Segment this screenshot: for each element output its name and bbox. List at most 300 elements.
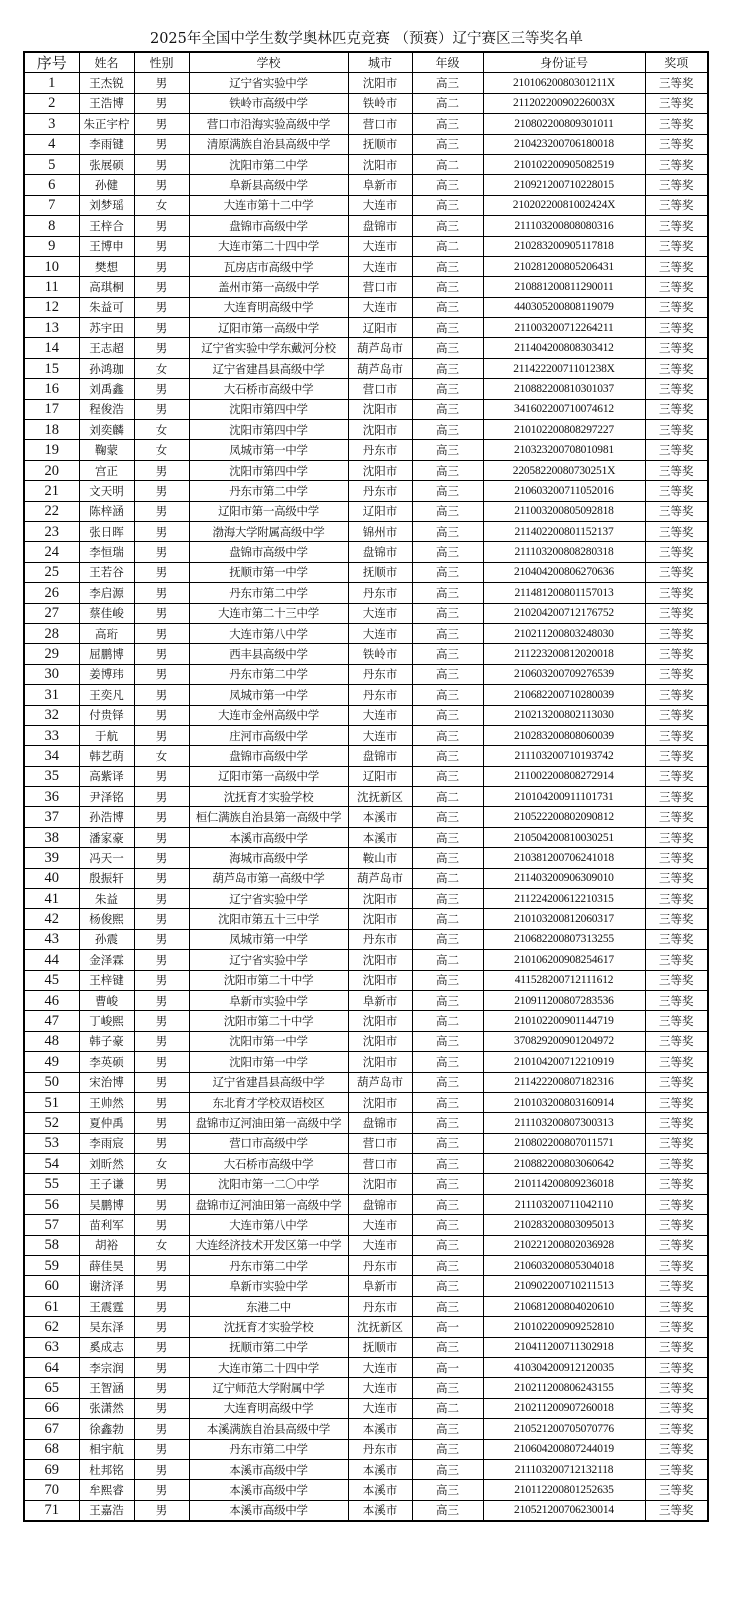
cell-name: 王杰锐 [79,73,134,93]
cell-name: 屈鹏博 [79,644,134,664]
cell-gender: 男 [134,583,189,603]
cell-gender: 男 [134,338,189,358]
cell-grade: 高三 [412,277,483,297]
cell-grade: 高三 [412,1276,483,1296]
cell-city: 丹东市 [348,1256,412,1276]
cell-city: 沈阳市 [348,460,412,480]
cell-number: 9 [24,236,79,256]
table-row [24,1378,708,1398]
cell-name: 李雨键 [79,134,134,154]
cell-gender: 男 [134,216,189,236]
cell-number: 2 [24,93,79,113]
cell-number: 69 [24,1459,79,1479]
cell-grade: 高三 [412,440,483,460]
cell-award: 三等奖 [645,236,708,256]
cell-award: 三等奖 [645,1398,708,1418]
cell-id-number: 210211200907260018 [483,1398,645,1418]
cell-city: 葫芦岛市 [348,868,412,888]
cell-name: 刘奕麟 [79,420,134,440]
table-row [24,73,708,93]
cell-grade: 高三 [412,460,483,480]
cell-school: 沈阳市第二中学 [189,154,348,174]
cell-name: 杨俊熙 [79,909,134,929]
cell-school: 丹东市第二中学 [189,583,348,603]
cell-grade: 高二 [412,1011,483,1031]
cell-name: 孙浩博 [79,807,134,827]
cell-school: 本溪满族自治县高级中学 [189,1419,348,1439]
cell-grade: 高三 [412,114,483,134]
cell-name: 尹泽铭 [79,787,134,807]
table-row [24,685,708,705]
cell-name: 苗利军 [79,1215,134,1235]
cell-number: 33 [24,725,79,745]
cell-grade: 高三 [412,1133,483,1153]
cell-school: 大连市第八中学 [189,623,348,643]
cell-number: 62 [24,1317,79,1337]
cell-number: 42 [24,909,79,929]
cell-id-number: 210281200805206431 [483,256,645,276]
cell-id-number: 211103200710193742 [483,746,645,766]
table-row [24,236,708,256]
cell-city: 沈抚新区 [348,787,412,807]
table-row [24,501,708,521]
cell-city: 锦州市 [348,521,412,541]
cell-grade: 高二 [412,787,483,807]
cell-school: 营口市高级中学 [189,1133,348,1153]
table-row [24,766,708,786]
cell-school: 辽宁省建昌县高级中学 [189,358,348,378]
cell-school: 辽宁省建昌县高级中学 [189,1072,348,1092]
table-row [24,583,708,603]
cell-id-number: 210902200710211513 [483,1276,645,1296]
cell-number: 17 [24,399,79,419]
cell-gender: 男 [134,1133,189,1153]
cell-gender: 男 [134,1296,189,1316]
header-award: 奖项 [645,52,708,73]
cell-grade: 高一 [412,1317,483,1337]
cell-gender: 女 [134,1235,189,1255]
cell-city: 大连市 [348,1398,412,1418]
cell-grade: 高三 [412,725,483,745]
table-row [24,1317,708,1337]
cell-city: 大连市 [348,236,412,256]
table-row [24,644,708,664]
header-id-number: 身份证号 [483,52,645,73]
table-row [24,481,708,501]
cell-city: 铁岭市 [348,93,412,113]
cell-name: 曹峻 [79,990,134,1010]
table-row [24,787,708,807]
cell-city: 阜新市 [348,175,412,195]
cell-award: 三等奖 [645,134,708,154]
cell-school: 盘锦市高级中学 [189,542,348,562]
cell-id-number: 210283200803095013 [483,1215,645,1235]
cell-number: 15 [24,358,79,378]
cell-grade: 高三 [412,1235,483,1255]
cell-name: 付贵铎 [79,705,134,725]
cell-award: 三等奖 [645,154,708,174]
cell-school: 丹东市第二中学 [189,1256,348,1276]
cell-grade: 高三 [412,134,483,154]
cell-school: 沈阳市第一二〇中学 [189,1174,348,1194]
cell-id-number: 211103200712132118 [483,1459,645,1479]
cell-gender: 男 [134,929,189,949]
table-row [24,195,708,215]
cell-city: 沈阳市 [348,1011,412,1031]
cell-number: 54 [24,1154,79,1174]
cell-number: 32 [24,705,79,725]
table-header-row [24,52,708,73]
cell-school: 沈抚育才实验学校 [189,1317,348,1337]
cell-id-number: 210521200705070776 [483,1419,645,1439]
cell-id-number: 210103200812060317 [483,909,645,929]
table-row [24,358,708,378]
table-row [24,93,708,113]
cell-school: 大连市第八中学 [189,1215,348,1235]
cell-grade: 高三 [412,929,483,949]
cell-id-number: 211103200711042110 [483,1194,645,1214]
cell-city: 盘锦市 [348,1194,412,1214]
cell-name: 李宗润 [79,1358,134,1378]
cell-name: 王梓合 [79,216,134,236]
cell-number: 30 [24,664,79,684]
cell-school: 辽宁省实验中学东戴河分校 [189,338,348,358]
cell-award: 三等奖 [645,440,708,460]
cell-gender: 男 [134,950,189,970]
table-row [24,970,708,990]
cell-award: 三等奖 [645,1031,708,1051]
cell-award: 三等奖 [645,725,708,745]
cell-gender: 男 [134,175,189,195]
cell-name: 张展硕 [79,154,134,174]
cell-name: 王帅然 [79,1092,134,1112]
cell-number: 49 [24,1052,79,1072]
cell-gender: 男 [134,990,189,1010]
cell-city: 铁岭市 [348,644,412,664]
header-school: 学校 [189,52,348,73]
cell-award: 三等奖 [645,848,708,868]
cell-grade: 高三 [412,1174,483,1194]
cell-name: 李恒瑞 [79,542,134,562]
cell-gender: 男 [134,501,189,521]
header-number: 序号 [24,52,79,73]
cell-city: 大连市 [348,195,412,215]
cell-school: 东港二中 [189,1296,348,1316]
cell-number: 36 [24,787,79,807]
table-row [24,827,708,847]
cell-number: 25 [24,562,79,582]
cell-id-number: 210411200711302918 [483,1337,645,1357]
cell-gender: 女 [134,358,189,378]
cell-school: 沈阳市第四中学 [189,460,348,480]
cell-name: 殷振轩 [79,868,134,888]
cell-grade: 高三 [412,175,483,195]
cell-award: 三等奖 [645,481,708,501]
cell-name: 牟熙睿 [79,1480,134,1500]
cell-gender: 男 [134,114,189,134]
cell-grade: 高三 [412,358,483,378]
cell-city: 营口市 [348,277,412,297]
cell-city: 沈阳市 [348,889,412,909]
cell-grade: 高三 [412,766,483,786]
cell-number: 6 [24,175,79,195]
cell-name: 冯天一 [79,848,134,868]
cell-city: 抚顺市 [348,1337,412,1357]
cell-number: 16 [24,379,79,399]
cell-award: 三等奖 [645,1296,708,1316]
cell-name: 樊想 [79,256,134,276]
cell-school: 大连市第二十四中学 [189,1358,348,1378]
cell-name: 夏仲禹 [79,1113,134,1133]
cell-city: 沈阳市 [348,909,412,929]
cell-city: 丹东市 [348,583,412,603]
cell-name: 鞠蒙 [79,440,134,460]
cell-award: 三等奖 [645,1439,708,1459]
cell-school: 阜新县高级中学 [189,175,348,195]
cell-school: 辽宁师范大学附属中学 [189,1378,348,1398]
table-row [24,1194,708,1214]
cell-grade: 高二 [412,236,483,256]
cell-gender: 男 [134,379,189,399]
table-row [24,1276,708,1296]
cell-city: 沈阳市 [348,1031,412,1051]
cell-name: 宫正 [79,460,134,480]
cell-name: 高珩 [79,623,134,643]
cell-grade: 高二 [412,154,483,174]
cell-award: 三等奖 [645,1459,708,1479]
cell-city: 沈阳市 [348,950,412,970]
cell-award: 三等奖 [645,1194,708,1214]
cell-number: 35 [24,766,79,786]
cell-name: 王智涵 [79,1378,134,1398]
cell-id-number: 21120220090226003X [483,93,645,113]
cell-school: 渤海大学附属高级中学 [189,521,348,541]
cell-award: 三等奖 [645,1011,708,1031]
cell-name: 奚成志 [79,1337,134,1357]
table-row [24,1215,708,1235]
cell-id-number: 21010620080301211X [483,73,645,93]
cell-school: 铁岭市高级中学 [189,93,348,113]
cell-award: 三等奖 [645,1154,708,1174]
cell-number: 31 [24,685,79,705]
table-row [24,1459,708,1479]
table-row [24,338,708,358]
cell-school: 辽宁省实验中学 [189,950,348,970]
cell-id-number: 211223200812020018 [483,644,645,664]
cell-id-number: 210882200803060642 [483,1154,645,1174]
cell-id-number: 211103200808080316 [483,216,645,236]
cell-number: 38 [24,827,79,847]
cell-school: 海城市高级中学 [189,848,348,868]
table-row [24,909,708,929]
cell-city: 本溪市 [348,1480,412,1500]
cell-school: 辽宁省实验中学 [189,73,348,93]
cell-gender: 男 [134,705,189,725]
table-row [24,623,708,643]
cell-school: 阜新市实验中学 [189,990,348,1010]
table-row [24,114,708,134]
cell-school: 辽阳市第一高级中学 [189,318,348,338]
cell-award: 三等奖 [645,399,708,419]
cell-id-number: 210114200809236018 [483,1174,645,1194]
cell-number: 41 [24,889,79,909]
cell-city: 丹东市 [348,440,412,460]
cell-number: 61 [24,1296,79,1316]
cell-number: 8 [24,216,79,236]
cell-grade: 高三 [412,1296,483,1316]
cell-grade: 高三 [412,1215,483,1235]
cell-gender: 男 [134,460,189,480]
cell-school: 盘锦市高级中学 [189,216,348,236]
cell-school: 丹东市第二中学 [189,1439,348,1459]
cell-grade: 高三 [412,623,483,643]
cell-id-number: 210882200810301037 [483,379,645,399]
cell-grade: 高三 [412,1113,483,1133]
cell-city: 大连市 [348,603,412,623]
cell-award: 三等奖 [645,195,708,215]
cell-number: 11 [24,277,79,297]
table-row [24,440,708,460]
cell-grade: 高三 [412,501,483,521]
cell-name: 韩艺萌 [79,746,134,766]
cell-gender: 男 [134,134,189,154]
cell-id-number: 411528200712111612 [483,970,645,990]
table-row [24,950,708,970]
cell-id-number: 210802200809301011 [483,114,645,134]
cell-number: 12 [24,297,79,317]
cell-city: 丹东市 [348,481,412,501]
cell-name: 胡裕 [79,1235,134,1255]
header-gender: 性别 [134,52,189,73]
cell-id-number: 210682200807313255 [483,929,645,949]
cell-id-number: 21020220081002424X [483,195,645,215]
cell-name: 王若谷 [79,562,134,582]
cell-grade: 高三 [412,420,483,440]
cell-award: 三等奖 [645,705,708,725]
cell-id-number: 210102200808297227 [483,420,645,440]
cell-city: 丹东市 [348,1439,412,1459]
cell-school: 东北育才学校双语校区 [189,1092,348,1112]
cell-award: 三等奖 [645,542,708,562]
cell-award: 三等奖 [645,562,708,582]
cell-award: 三等奖 [645,623,708,643]
cell-grade: 高三 [412,1337,483,1357]
cell-award: 三等奖 [645,603,708,623]
cell-gender: 男 [134,1378,189,1398]
table-row [24,929,708,949]
cell-number: 20 [24,460,79,480]
cell-gender: 男 [134,154,189,174]
cell-name: 潘家豪 [79,827,134,847]
cell-number: 46 [24,990,79,1010]
cell-number: 27 [24,603,79,623]
cell-school: 沈阳市第一中学 [189,1031,348,1051]
cell-grade: 高三 [412,1194,483,1214]
table-row [24,460,708,480]
cell-award: 三等奖 [645,950,708,970]
cell-name: 于航 [79,725,134,745]
cell-gender: 男 [134,889,189,909]
cell-gender: 男 [134,1419,189,1439]
cell-id-number: 210921200710228015 [483,175,645,195]
cell-award: 三等奖 [645,807,708,827]
cell-id-number: 210504200810030251 [483,827,645,847]
cell-name: 李启源 [79,583,134,603]
cell-gender: 男 [134,644,189,664]
cell-name: 张潇然 [79,1398,134,1418]
cell-award: 三等奖 [645,1113,708,1133]
cell-gender: 男 [134,1439,189,1459]
cell-city: 丹东市 [348,1296,412,1316]
cell-name: 李雨宸 [79,1133,134,1153]
cell-city: 丹东市 [348,664,412,684]
cell-gender: 男 [134,1358,189,1378]
cell-gender: 男 [134,848,189,868]
cell-grade: 高三 [412,379,483,399]
table-row [24,318,708,338]
cell-award: 三等奖 [645,1256,708,1276]
table-row [24,990,708,1010]
cell-name: 王嘉浩 [79,1500,134,1521]
cell-school: 盘锦市高级中学 [189,746,348,766]
cell-id-number: 210521200706230014 [483,1500,645,1521]
table-row [24,848,708,868]
table-row [24,420,708,440]
cell-award: 三等奖 [645,1500,708,1521]
cell-grade: 高三 [412,990,483,1010]
cell-id-number: 210104200911101731 [483,787,645,807]
cell-name: 韩子豪 [79,1031,134,1051]
cell-number: 3 [24,114,79,134]
cell-gender: 女 [134,1154,189,1174]
cell-name: 孙鸿珈 [79,358,134,378]
cell-number: 70 [24,1480,79,1500]
cell-grade: 高三 [412,685,483,705]
cell-city: 鞍山市 [348,848,412,868]
cell-grade: 高三 [412,705,483,725]
cell-name: 吴鹏博 [79,1194,134,1214]
cell-award: 三等奖 [645,460,708,480]
cell-grade: 高三 [412,256,483,276]
cell-gender: 男 [134,1174,189,1194]
cell-grade: 高二 [412,1398,483,1418]
cell-number: 24 [24,542,79,562]
cell-grade: 高三 [412,1500,483,1521]
cell-gender: 男 [134,1500,189,1521]
cell-number: 4 [24,134,79,154]
cell-id-number: 210911200807283536 [483,990,645,1010]
cell-city: 辽阳市 [348,318,412,338]
cell-gender: 女 [134,420,189,440]
cell-city: 大连市 [348,623,412,643]
cell-grade: 高三 [412,1154,483,1174]
table-row [24,1052,708,1072]
cell-id-number: 210404200806270636 [483,562,645,582]
table-row [24,1398,708,1418]
cell-name: 吴东泽 [79,1317,134,1337]
cell-gender: 男 [134,1480,189,1500]
cell-award: 三等奖 [645,420,708,440]
cell-award: 三等奖 [645,318,708,338]
table-row [24,175,708,195]
table-row [24,1235,708,1255]
cell-name: 丁峻熙 [79,1011,134,1031]
cell-id-number: 210103200803160914 [483,1092,645,1112]
cell-number: 40 [24,868,79,888]
cell-grade: 高三 [412,848,483,868]
cell-number: 60 [24,1276,79,1296]
cell-name: 朱益 [79,889,134,909]
